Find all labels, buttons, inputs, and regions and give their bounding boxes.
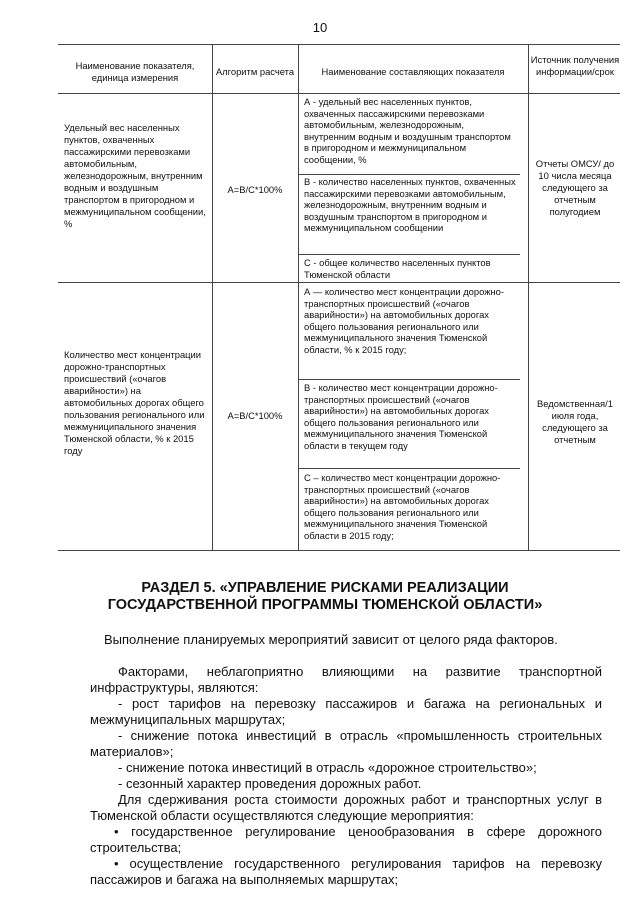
paragraph: - рост тарифов на перевозку пассажиров и багажа на региональных и межмуниципальных маршрутах;: [90, 696, 602, 727]
col-divider: [212, 44, 213, 550]
sub-divider: [298, 468, 520, 469]
row2-component-a: А — количество мест концентрации дорожно-транспортных происшествий («очагов аварийности») на автомобильных дорогах общего пользования регионального или межмуниципального значения Тюменской области, % к 2015 году;: [304, 286, 504, 355]
col-divider: [528, 44, 529, 550]
row-divider: [58, 282, 620, 283]
paragraph: - снижение потока инвестиций в отрасль «промышленность строительных материалов»;: [90, 728, 602, 759]
paragraph: Для сдерживания роста стоимости дорожных работ и транспортных услуг в Тюменской области осуществляются следующие мероприятия:: [90, 792, 602, 823]
section-title: [60, 580, 590, 614]
col-divider: [298, 44, 299, 550]
sub-divider: [298, 254, 520, 255]
row1-component-a: А - удельный вес населенных пунктов, охваченных пассажирскими перевозками автомобильным, железнодорожным, внутренним водным и воздушным транспортом в пригородном и межмуниципальном сообщении, %: [304, 96, 511, 165]
table-bottom: [58, 550, 620, 551]
row2-source: Ведомственная/1 июля года, следующего за отчетным: [537, 398, 613, 445]
section-title-line2: ГОСУДАРСТВЕННОЙ ПРОГРАММЫ ТЮМЕНСКОЙ ОБЛАСТИ»: [107, 597, 543, 613]
page-number: 10: [312, 20, 328, 35]
paragraph: Факторами, неблагоприятно влияющими на развитие транспортной инфраструктуры, являются:: [90, 664, 602, 695]
row1-indicator: Удельный вес населенных пунктов, охваченных пассажирскими перевозками автомобильным, железнодорожным, внутренним водным и воздушным транспортом в пригородном и межмуниципальном сообщении, %: [64, 122, 206, 229]
header-components: Наименование составляющих показателя: [321, 66, 505, 77]
paragraph: - сезонный характер проведения дорожных работ.: [118, 776, 422, 791]
section-title-line1: РАЗДЕЛ 5. «УПРАВЛЕНИЕ РИСКАМИ РЕАЛИЗАЦИИ: [141, 580, 509, 596]
sub-divider: [298, 379, 520, 380]
row2-component-c: С – количество мест концентрации дорожно-транспортных происшествий («очагов аварийности») на автомобильных дорогах общего пользования регионального или межмуниципального значения Тюменской области в 2015 году;: [304, 472, 501, 541]
paragraph: • осуществление государственного регулирования тарифов на перевозку пассажиров и багажа на выполняемых маршрутах;: [90, 856, 602, 887]
paragraph: • государственное регулирование ценообразования в сфере дорожного строительства;: [90, 824, 602, 855]
paragraph: - снижение потока инвестиций в отрасль «дорожное строительство»;: [118, 760, 537, 775]
row2-component-b: В - количество мест концентрации дорожно-транспортных происшествий («очагов аварийности») на автомобильных дорогах общего пользования регионального или межмуниципального значения Тюменской области в текущем году: [304, 382, 498, 451]
row1-component-c: С - общее количество населенных пунктов Тюменской области: [304, 257, 491, 280]
header-indicator: Наименование показателя, единица измерения: [75, 60, 195, 83]
row2-indicator: Количество мест концентрации дорожно-транспортных происшествий («очагов аварийности») на автомобильных дорогах общего пользования регионального или межмуниципального значения Тюменской области, % к 2015 году: [64, 349, 205, 456]
sub-divider: [298, 174, 520, 175]
row2-formula: А=В/С*100%: [227, 410, 283, 421]
header-source: Источник получения информации/срок: [530, 54, 620, 77]
row1-source: Отчеты ОМСУ/ до 10 числа месяца следующего за отчетным полугодием: [535, 158, 615, 217]
header-formula: Алгоритм расчета: [215, 66, 295, 77]
row1-component-b: В - количество населенных пунктов, охваченных пассажирскими перевозками автомобильным, железнодорожным, внутренним водным и воздушным транспортом в пригородном и межмуниципальном сообщении: [304, 176, 516, 234]
row1-formula: А=В/С*100%: [227, 184, 283, 195]
paragraph: Выполнение планируемых мероприятий зависит от целого ряда факторов.: [104, 632, 558, 647]
